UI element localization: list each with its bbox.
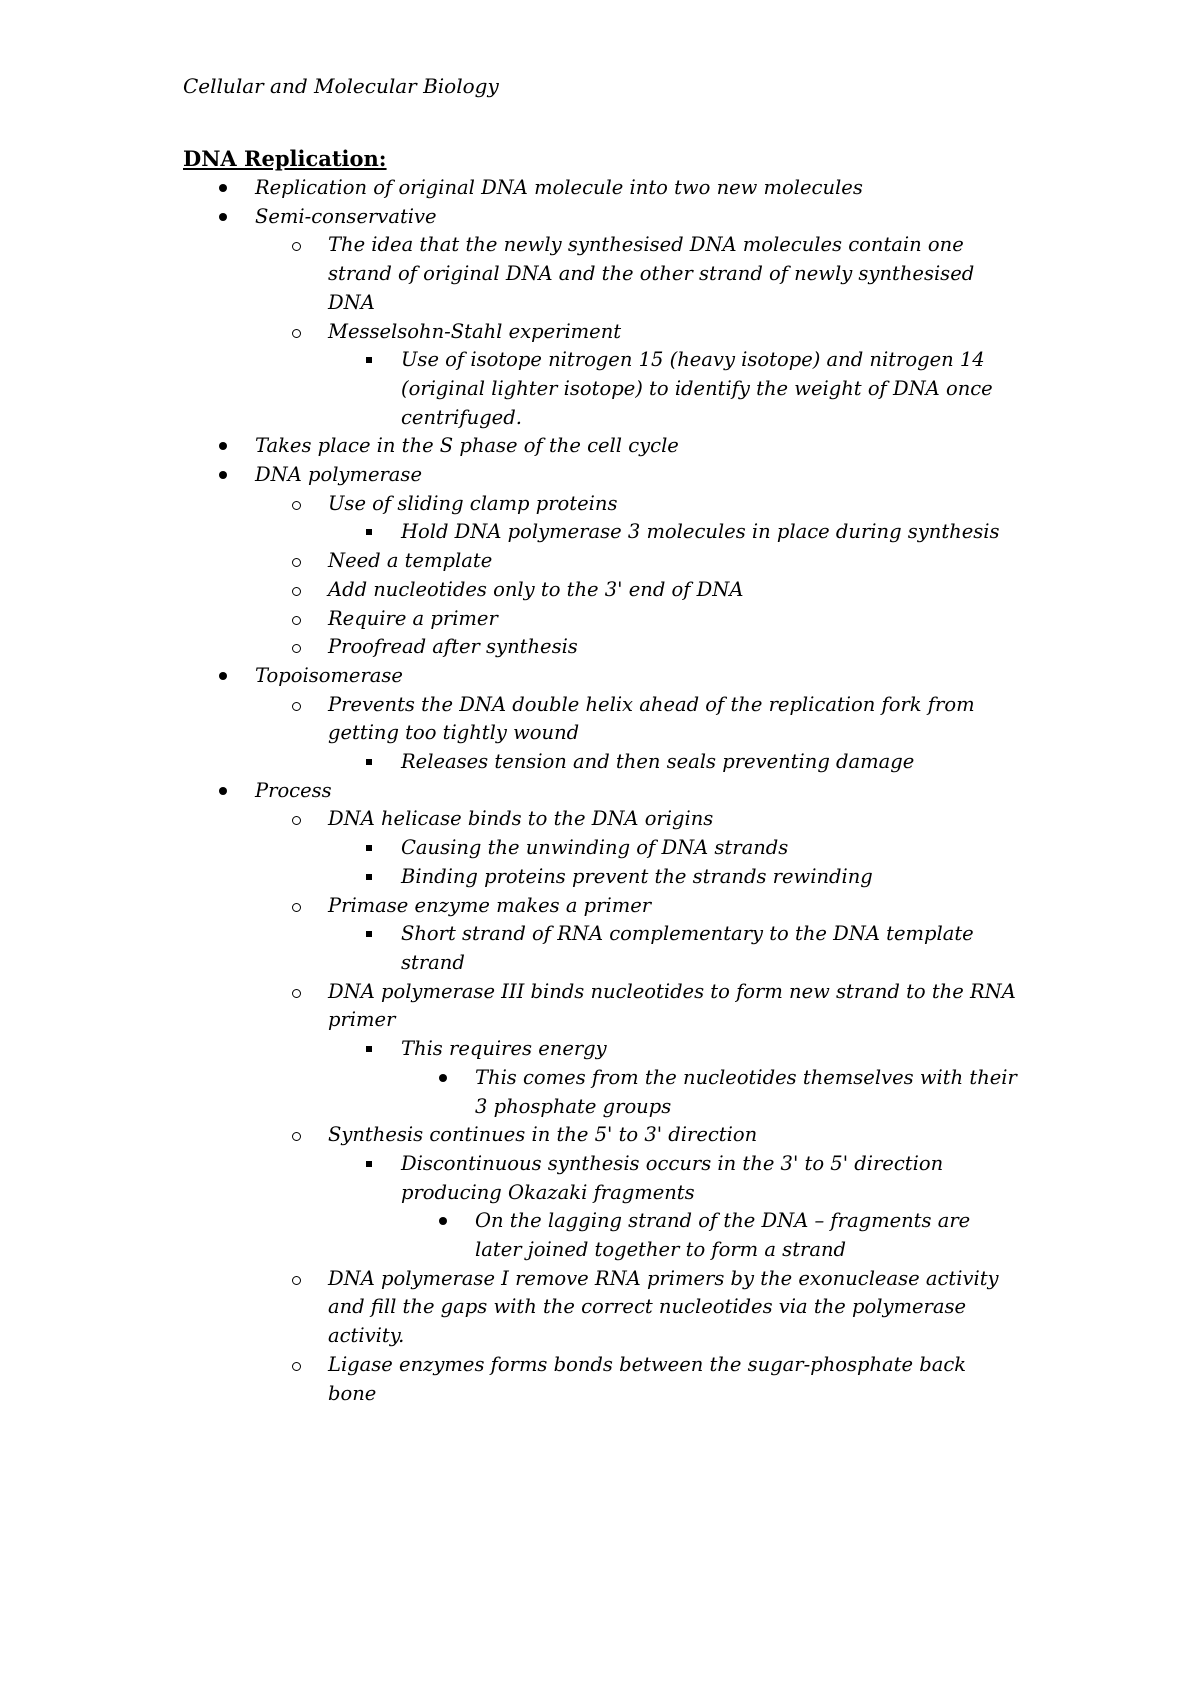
outline-item-level-1 xyxy=(0,203,1200,232)
outline-line: Topoisomerase xyxy=(255,663,403,687)
outline-line: Releases tension and then seals preventing damage xyxy=(401,750,915,774)
square-marker-icon xyxy=(359,748,379,765)
outline-line: strand of original DNA and the other strand of newly synthesised xyxy=(328,262,975,286)
outline-line: Add nucleotides only to the 3' end of DNA xyxy=(328,577,744,601)
outline-item-level-3 xyxy=(0,1150,1200,1207)
outline-item-text xyxy=(328,805,1200,834)
outline-line: Discontinuous synthesis occurs in the 3' to 5' direction xyxy=(401,1151,944,1175)
bullet-marker-icon xyxy=(213,662,233,680)
circle-marker-icon xyxy=(286,805,306,825)
bullet-marker-icon xyxy=(213,174,233,192)
outline-line: On the lagging strand of the DNA – fragments are xyxy=(475,1209,971,1233)
outline-item-level-2 xyxy=(0,805,1200,834)
outline-item-level-3 xyxy=(0,346,1200,432)
square-marker-icon xyxy=(359,346,379,363)
circle-marker-icon xyxy=(286,605,306,625)
outline-item-text xyxy=(255,777,1200,806)
outline-item-text xyxy=(255,203,1200,232)
outline-line: Proofread after synthesis xyxy=(328,635,578,659)
outline-line: Hold DNA polymerase 3 molecules in place during synthesis xyxy=(401,520,1000,544)
square-marker-icon xyxy=(359,518,379,535)
outline-item-level-1 xyxy=(0,174,1200,203)
outline-line: Need a template xyxy=(328,549,493,573)
outline-item-level-3 xyxy=(0,518,1200,547)
outline-line: producing Okazaki fragments xyxy=(401,1180,695,1204)
circle-marker-icon xyxy=(286,691,306,711)
outline-line: Semi-conservative xyxy=(255,204,437,228)
outline-item-text xyxy=(328,605,1200,634)
outline-line: Use of sliding clamp proteins xyxy=(328,491,618,515)
outline-item-text xyxy=(401,863,1200,892)
outline-line: activity. xyxy=(328,1324,405,1348)
outline-line: DNA helicase binds to the DNA origins xyxy=(328,807,714,831)
square-marker-icon xyxy=(359,1150,379,1167)
outline-item-text xyxy=(475,1064,1200,1121)
outline-line: Causing the unwinding of DNA strands xyxy=(401,836,789,860)
outline-item-text xyxy=(328,576,1200,605)
outline-item-text xyxy=(328,633,1200,662)
outline-item-level-4 xyxy=(0,1207,1200,1264)
outline-item-text xyxy=(328,547,1200,576)
outline-item-level-2 xyxy=(0,1351,1200,1408)
outline-item-level-2 xyxy=(0,1265,1200,1351)
outline-item-text xyxy=(328,691,1200,748)
circle-marker-icon xyxy=(286,978,306,998)
outline-item-text xyxy=(255,432,1200,461)
outline-item-text xyxy=(401,1035,1200,1064)
outline-item-text xyxy=(328,1121,1200,1150)
outline-line: centrifuged. xyxy=(401,405,522,429)
circle-marker-icon xyxy=(286,892,306,912)
outline-item-text xyxy=(255,662,1200,691)
outline-line: Binding proteins prevent the strands rewinding xyxy=(401,864,873,888)
outline-item-level-1 xyxy=(0,432,1200,461)
outline-line: 3 phosphate groups xyxy=(475,1094,672,1118)
outline-item-text xyxy=(401,748,1200,777)
outline-line: Prevents the DNA double helix ahead of the replication fork from xyxy=(328,692,975,716)
outline-item-level-2 xyxy=(0,1121,1200,1150)
outline-item-text xyxy=(401,834,1200,863)
circle-marker-icon xyxy=(286,547,306,567)
outline-line: Use of isotope nitrogen 15 (heavy isotope) and nitrogen 14 xyxy=(401,348,985,372)
outline-item-level-2 xyxy=(0,231,1200,317)
outline-line: Require a primer xyxy=(328,606,498,630)
bullet-marker-icon xyxy=(213,777,233,795)
bullet-marker-icon xyxy=(433,1064,453,1082)
circle-marker-icon xyxy=(286,231,306,251)
outline-line: DNA polymerase III binds nucleotides to form new strand to the RNA xyxy=(328,979,1016,1003)
outline-line: later joined together to form a strand xyxy=(475,1238,847,1262)
outline-line: primer xyxy=(328,1008,396,1032)
outline-item-level-3 xyxy=(0,834,1200,863)
square-marker-icon xyxy=(359,834,379,851)
outline-line: This requires energy xyxy=(401,1037,607,1061)
outline-item-text xyxy=(255,174,1200,203)
outline-line: Messelsohn-Stahl experiment xyxy=(328,319,622,343)
bullet-marker-icon xyxy=(213,432,233,450)
outline-item-text xyxy=(328,892,1200,921)
outline-line: (original lighter isotope) to identify the weight of DNA once xyxy=(401,376,993,400)
circle-marker-icon xyxy=(286,1265,306,1285)
outline-item-level-2 xyxy=(0,633,1200,662)
outline-item-level-3 xyxy=(0,863,1200,892)
outline-line: The idea that the newly synthesised DNA molecules contain one xyxy=(328,233,964,257)
outline-item-text xyxy=(475,1207,1200,1264)
outline-item-level-1 xyxy=(0,461,1200,490)
circle-marker-icon xyxy=(286,576,306,596)
outline-item-level-2 xyxy=(0,576,1200,605)
bullet-marker-icon xyxy=(213,461,233,479)
outline-line: DNA xyxy=(328,290,375,314)
outline-item-level-3 xyxy=(0,1035,1200,1064)
outline-item-text xyxy=(401,518,1200,547)
outline-line: and fill the gaps with the correct nucleotides via the polymerase xyxy=(328,1295,966,1319)
outline-line: Primase enzyme makes a primer xyxy=(328,893,652,917)
circle-marker-icon xyxy=(286,1351,306,1371)
circle-marker-icon xyxy=(286,490,306,510)
outline-item-level-1 xyxy=(0,662,1200,691)
outline-line: Synthesis continues in the 5' to 3' direction xyxy=(328,1123,758,1147)
outline-item-text xyxy=(328,978,1200,1035)
outline-item-text xyxy=(328,1265,1200,1351)
outline-line: This comes from the nucleotides themselves with their xyxy=(475,1065,1017,1089)
circle-marker-icon xyxy=(286,633,306,653)
outline-item-level-4 xyxy=(0,1064,1200,1121)
outline-item-text xyxy=(328,1351,1200,1408)
outline-item-level-2 xyxy=(0,547,1200,576)
page-header: Cellular and Molecular Biology xyxy=(183,74,499,98)
outline-item-text xyxy=(401,1150,1200,1207)
square-marker-icon xyxy=(359,863,379,880)
circle-marker-icon xyxy=(286,1121,306,1141)
outline-line: DNA polymerase xyxy=(255,463,422,487)
outline-item-level-1 xyxy=(0,777,1200,806)
outline-item-text xyxy=(401,920,1200,977)
outline-line: Short strand of RNA complementary to the DNA template xyxy=(401,922,974,946)
outline-item-text xyxy=(328,231,1200,317)
outline-item-level-2 xyxy=(0,490,1200,519)
outline-line: getting too tightly wound xyxy=(328,721,580,745)
outline-item-level-3 xyxy=(0,920,1200,977)
circle-marker-icon xyxy=(286,318,306,338)
outline-item-level-2 xyxy=(0,605,1200,634)
outline-line: Process xyxy=(255,778,332,802)
outline-line: Replication of original DNA molecule into two new molecules xyxy=(255,176,863,199)
outline-item-text xyxy=(401,346,1200,432)
outline-line: Takes place in the S phase of the cell cycle xyxy=(255,434,679,458)
section-heading: DNA Replication: xyxy=(183,146,387,171)
bullet-marker-icon xyxy=(213,203,233,221)
outline-line: DNA polymerase I remove RNA primers by the exonuclease activity xyxy=(328,1266,999,1290)
outline-item-level-2 xyxy=(0,318,1200,347)
outline-item-level-2 xyxy=(0,892,1200,921)
bullet-marker-icon xyxy=(433,1207,453,1225)
outline-item-text xyxy=(255,461,1200,490)
outline-item-text xyxy=(328,490,1200,519)
square-marker-icon xyxy=(359,1035,379,1052)
outline-line: Ligase enzymes forms bonds between the sugar-phosphate back xyxy=(328,1352,967,1376)
outline-item-text xyxy=(328,318,1200,347)
outline-line: strand xyxy=(401,950,465,974)
outline-item-level-2 xyxy=(0,691,1200,748)
outline-line: bone xyxy=(328,1381,377,1405)
outline-item-level-2 xyxy=(0,978,1200,1035)
outline-item-level-3 xyxy=(0,748,1200,777)
square-marker-icon xyxy=(359,920,379,937)
outline-list xyxy=(0,174,1200,1408)
